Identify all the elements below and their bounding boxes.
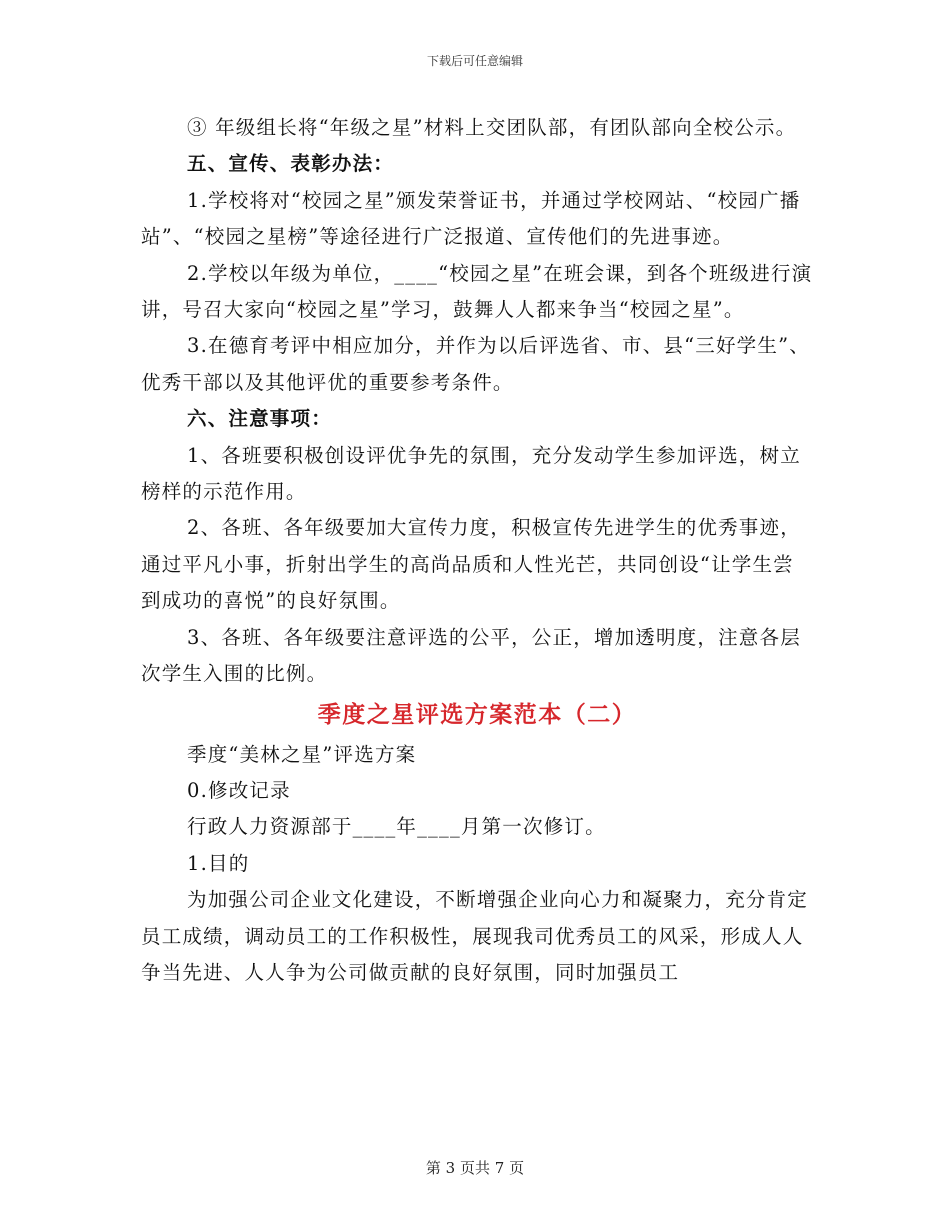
section-heading-notes: 六、注意事项： — [187, 407, 332, 431]
paragraph: 季度“美林之星”评选方案 — [187, 742, 417, 766]
paragraph: 3、各班、各年级要注意评选的公平，公正，增加透明度，注意各层次学生入围的比例。 — [141, 625, 801, 686]
paragraph: 3.在德育考评中相应加分，并作为以后评选省、市、县“三好学生”、优秀干部以及其他评优的重要参考条件。 — [141, 334, 810, 394]
page-footer: 第 3 页共 7 页 — [425, 1159, 525, 1177]
paragraph: ③ 年级组长将“年级之星”材料上交团队部，有团队部向全校公示。 — [187, 116, 797, 139]
section-heading-publicity: 五、宣传、表彰办法： — [187, 152, 395, 176]
paragraph: 为加强公司企业文化建设，不断增强企业向心力和凝聚力，充分肯定员工成绩，调动员工的工作积极性，展现我司优秀员工的风采，形成人人争当先进、人人争为公司做贡献的良好氛围，同时加强员工 — [141, 888, 809, 984]
paragraph: 2、各班、各年级要加大宣传力度，积极宣传先进学生的优秀事迹，通过平凡小事，折射出学生的高尚品质和人性光芒，共同创设“让学生尝到成功的喜悦”的良好氛围。 — [141, 516, 801, 613]
paragraph: 2.学校以年级为单位，____“校园之星”在班会课，到各个班级进行演讲，号召大家向“校园之星”学习，鼓舞人人都来争当“校园之星”。 — [141, 261, 813, 322]
paragraph: 1、各班要积极创设评优争先的氛围，充分发动学生参加评选，树立榜样的示范作用。 — [141, 443, 801, 504]
paragraph: 行政人力资源部于____年____月第一次修订。 — [187, 815, 606, 839]
section-title: 季度之星评选方案范本（二） — [317, 700, 637, 728]
paragraph: 0.修改记录 — [187, 778, 291, 802]
page-header: 下载后可任意编辑 — [426, 54, 523, 68]
paragraph: 1.目的 — [187, 851, 250, 875]
document-body — [141, 110, 813, 991]
paragraph: 1.学校将对“校园之星”颁发荣誉证书，并通过学校网站、“校园广播站”、“校园之星榜”等途径进行广泛报道、宣传他们的先进事迹。 — [141, 188, 801, 249]
